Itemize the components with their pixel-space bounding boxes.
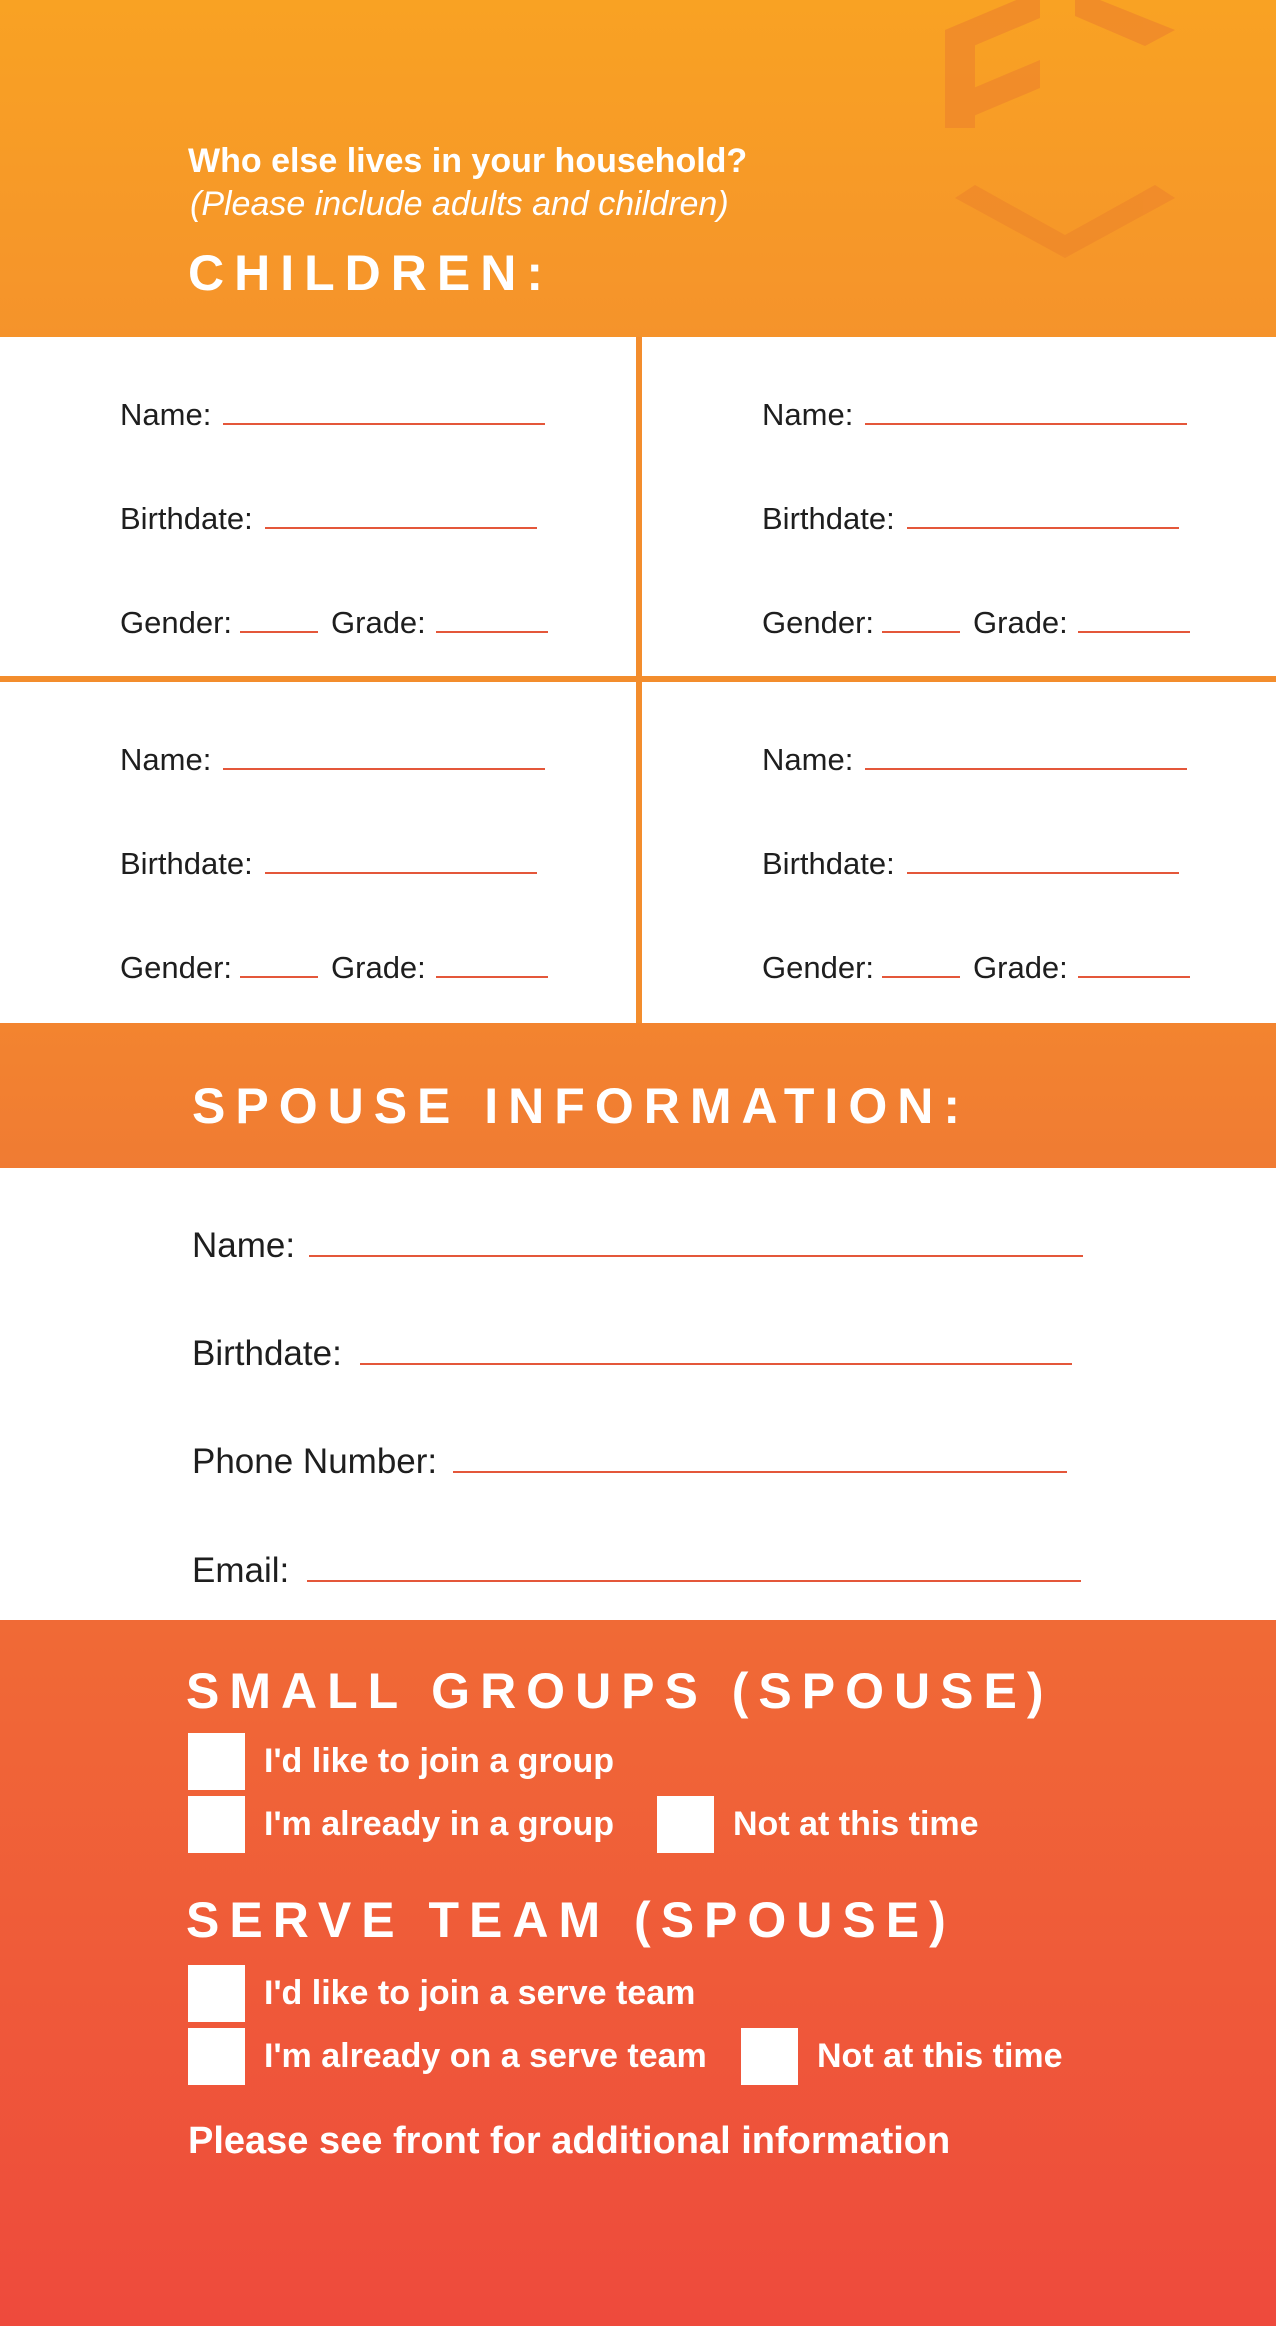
children-heading: CHILDREN: xyxy=(188,245,553,301)
small-group-not-option[interactable] xyxy=(657,1796,979,1853)
child-gender-grade-row xyxy=(120,597,548,641)
child-birthdate-label: Birthdate: xyxy=(120,501,253,536)
child-gender-field[interactable] xyxy=(882,976,960,978)
child-gender-field[interactable] xyxy=(240,976,318,978)
child-grade-label: Grade: xyxy=(973,605,1068,640)
small-group-already-label: I'm already in a group xyxy=(264,1805,615,1843)
children-grid xyxy=(0,337,1276,1023)
serve-team-already-label: I'm already on a serve team xyxy=(264,2037,707,2075)
child-birthdate-field[interactable] xyxy=(907,872,1179,874)
child-card xyxy=(0,682,636,1023)
child-name-row xyxy=(120,734,545,778)
serve-team-not-option[interactable] xyxy=(741,2028,1063,2085)
child-grade-field[interactable] xyxy=(436,631,548,633)
child-grade-field[interactable] xyxy=(436,976,548,978)
serve-team-heading: SERVE TEAM (SPOUSE) xyxy=(186,1892,956,1948)
child-gender-grade-row xyxy=(762,942,1190,986)
household-note: (Please include adults and children) xyxy=(190,185,729,223)
child-card xyxy=(642,337,1276,676)
child-gender-grade-row xyxy=(120,942,548,986)
child-gender-label: Gender: xyxy=(762,950,875,985)
spouse-phone-label: Phone Number: xyxy=(192,1442,438,1481)
child-birthdate-label: Birthdate: xyxy=(762,501,895,536)
spouse-birthdate-field[interactable] xyxy=(360,1363,1072,1365)
spouse-birthdate-row xyxy=(192,1326,1072,1374)
child-name-label: Name: xyxy=(120,742,212,777)
serve-team-join-label: I'd like to join a serve team xyxy=(264,1974,696,2012)
child-birthdate-field[interactable] xyxy=(265,527,537,529)
spouse-email-field[interactable] xyxy=(307,1580,1081,1582)
spouse-band xyxy=(0,1023,1276,1168)
spouse-name-label: Name: xyxy=(192,1226,296,1265)
child-birthdate-row xyxy=(120,838,537,882)
child-name-row xyxy=(120,389,545,433)
child-birthdate-row xyxy=(762,493,1179,537)
spouse-phone-row xyxy=(192,1434,1067,1482)
child-birthdate-field[interactable] xyxy=(907,527,1179,529)
spouse-phone-field[interactable] xyxy=(453,1471,1067,1473)
serve-team-already-option[interactable] xyxy=(188,2028,707,2085)
footer-note: Please see front for additional information xyxy=(188,2120,951,2162)
child-name-label: Name: xyxy=(762,397,854,432)
child-birthdate-label: Birthdate: xyxy=(762,846,895,881)
small-group-already-option[interactable] xyxy=(188,1796,614,1853)
child-name-field[interactable] xyxy=(223,423,545,425)
child-card xyxy=(0,337,636,676)
brand-logo-icon xyxy=(930,0,1190,260)
child-birthdate-field[interactable] xyxy=(265,872,537,874)
child-birthdate-row xyxy=(120,493,537,537)
child-gender-field[interactable] xyxy=(240,631,318,633)
child-grade-field[interactable] xyxy=(1078,976,1190,978)
small-group-join-label: I'd like to join a group xyxy=(264,1742,614,1780)
child-gender-grade-row xyxy=(762,597,1190,641)
options-section xyxy=(0,1620,1276,2326)
small-group-join-checkbox[interactable] xyxy=(188,1733,245,1790)
serve-team-join-option[interactable] xyxy=(188,1965,695,2022)
child-name-row xyxy=(762,734,1187,778)
child-birthdate-row xyxy=(762,838,1179,882)
child-name-row xyxy=(762,389,1187,433)
spouse-email-row xyxy=(192,1543,1081,1591)
spouse-name-field[interactable] xyxy=(309,1255,1083,1257)
spouse-name-row xyxy=(192,1218,1083,1266)
small-group-already-checkbox[interactable] xyxy=(188,1796,245,1853)
child-name-field[interactable] xyxy=(865,768,1187,770)
spouse-form xyxy=(0,1168,1276,1620)
small-group-join-option[interactable] xyxy=(188,1733,614,1790)
child-gender-label: Gender: xyxy=(120,605,233,640)
serve-team-already-checkbox[interactable] xyxy=(188,2028,245,2085)
serve-team-not-checkbox[interactable] xyxy=(741,2028,798,2085)
child-name-field[interactable] xyxy=(865,423,1187,425)
child-name-label: Name: xyxy=(120,397,212,432)
child-birthdate-label: Birthdate: xyxy=(120,846,253,881)
child-grade-label: Grade: xyxy=(331,605,426,640)
serve-team-not-label: Not at this time xyxy=(817,2037,1063,2075)
child-card xyxy=(642,682,1276,1023)
spouse-email-label: Email: xyxy=(192,1551,290,1590)
header-band xyxy=(0,0,1276,337)
household-question: Who else lives in your household? xyxy=(188,142,748,180)
small-groups-heading: SMALL GROUPS (SPOUSE) xyxy=(186,1663,1054,1719)
small-group-not-checkbox[interactable] xyxy=(657,1796,714,1853)
spouse-heading: SPOUSE INFORMATION: xyxy=(192,1078,970,1134)
spouse-birthdate-label: Birthdate: xyxy=(192,1334,342,1373)
child-grade-label: Grade: xyxy=(331,950,426,985)
child-gender-field[interactable] xyxy=(882,631,960,633)
small-group-not-label: Not at this time xyxy=(733,1805,979,1843)
child-name-label: Name: xyxy=(762,742,854,777)
child-gender-label: Gender: xyxy=(762,605,875,640)
child-grade-field[interactable] xyxy=(1078,631,1190,633)
child-gender-label: Gender: xyxy=(120,950,233,985)
serve-team-join-checkbox[interactable] xyxy=(188,1965,245,2022)
child-grade-label: Grade: xyxy=(973,950,1068,985)
child-name-field[interactable] xyxy=(223,768,545,770)
